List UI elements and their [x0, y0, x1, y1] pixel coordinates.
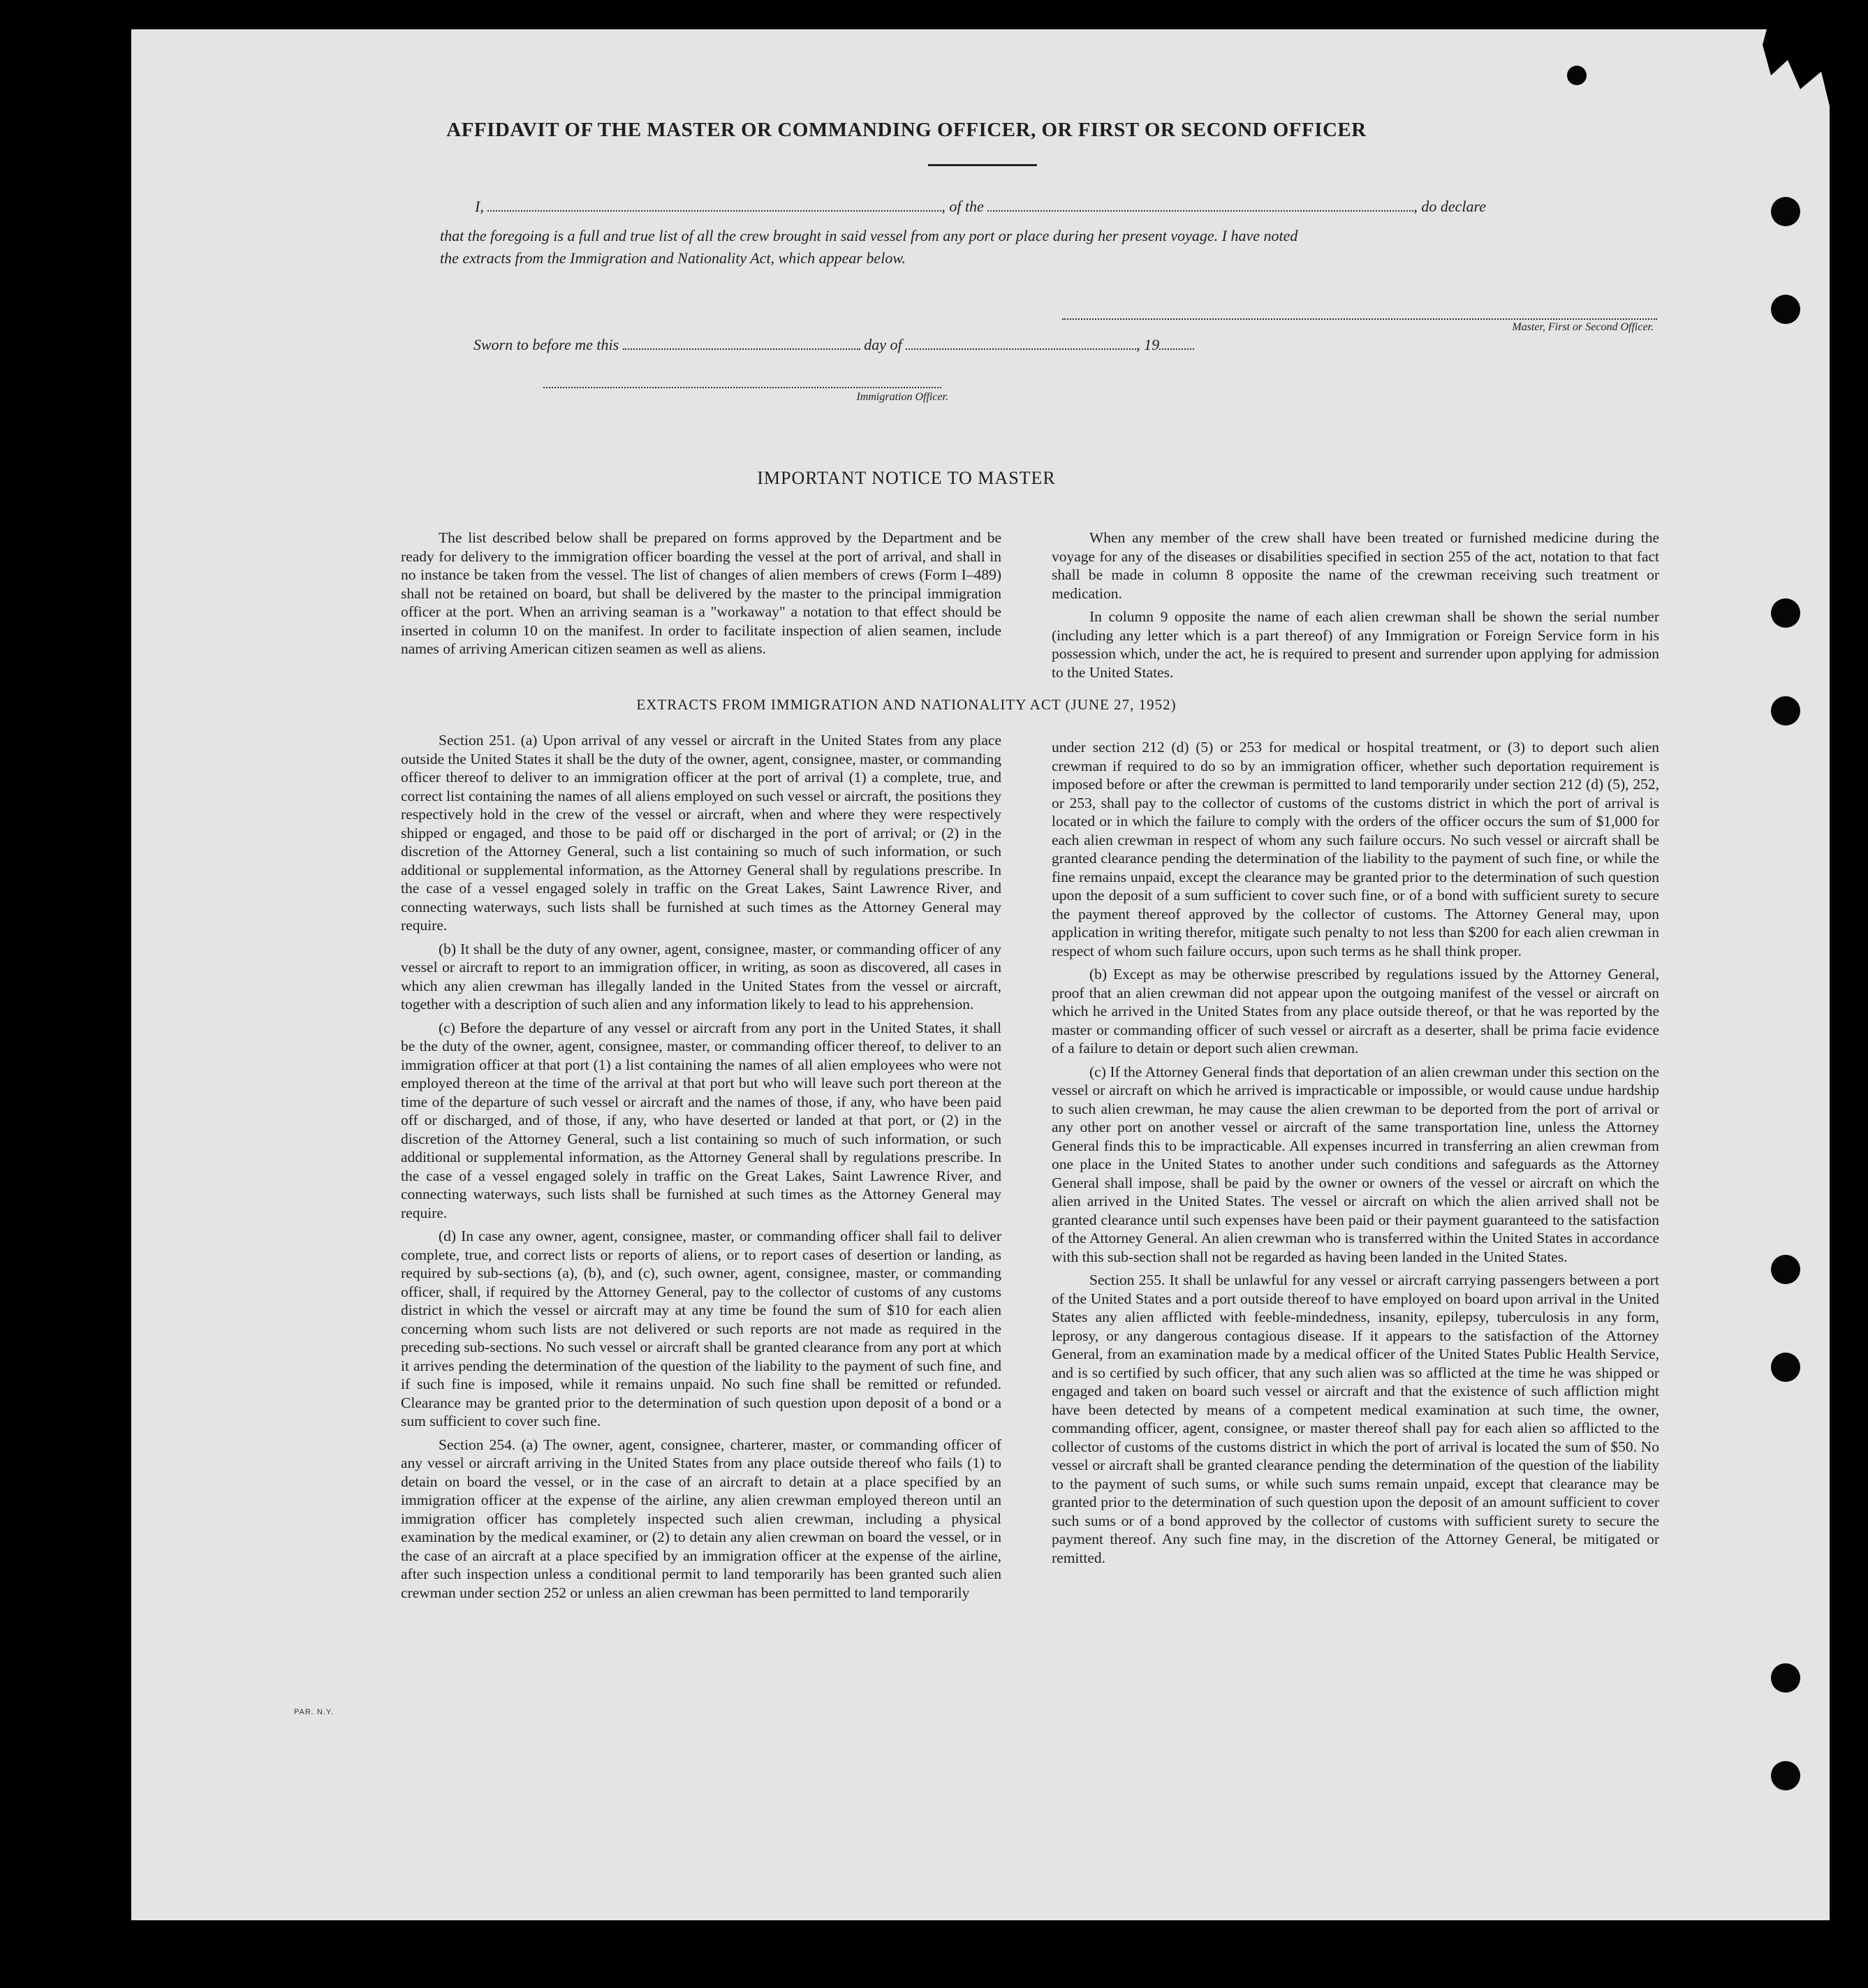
extract-paragraph: (d) In case any owner, agent, consignee, master, or commanding officer shall fail to deliver complete, true, and correct lists or reports of aliens, or to report cases of desertion or landing, as required by sub-sections (a), (b), and (c), such owner, agent, consignee, master, or commanding officer, shall, if required by the Attorney General, pay to the collector of customs of any customs district in which the vessel or aircraft may at any time be found the sum of $10 for each alien concerning whom such lists are not delivered or such reports are not made as required in the preceding sub-sections. No such vessel or aircraft shall be granted clearance from any port at which it arrives pending the determination of the question of the liability to the payment of such fine, and if such fine is imposed, while it remains unpaid. No such fine shall be remitted or refunded. Clearance may be granted prior to the determination of such question upon deposit of a bond or a sum sufficient to cover such fine.: [401, 1228, 1001, 1429]
notice-paragraph: The list described below shall be prepared on forms approved by the Department and be ready for delivery to the immigration officer boarding the vessel at the port of arrival, and shall in no instance be taken from the vessel. The list of changes of alien members of crews (Form I–489) shall not be retained on board, but shall be delivered by the master to the principal immigration officer at the port. When an arriving seaman is a "workaway" a notation to that effect should be inserted in column 10 on the manifest. In order to facilitate inspection of alien seamen, include names of arriving American citizen seamen as well as aliens.: [401, 529, 1001, 657]
form-page: [131, 29, 1830, 1920]
extract-paragraph: Section 251. (a) Upon arrival of any vessel or aircraft in the United States from any place outside the United States it shall be the duty of the owner, agent, consignee, master, or commanding officer thereof to deliver to an immigration officer at the port of arrival (1) a complete, true, and correct list containing the names of all aliens employed on such vessel or aircraft, the positions they respectively hold in the crew of the vessel or aircraft, when and where they were respectively shipped or engaged, and those to be paid off or discharged in the port of arrival; or (2) in the discretion of the Attorney General, such a list containing so much of such information, or such additional or supplemental information, as the Attorney General shall by regulations prescribe. In the case of a vessel engaged solely in traffic on the Great Lakes, Saint Lawrence River, and connecting waterways, such lists shall be furnished at such times as the Attorney General may require.: [401, 732, 1001, 934]
master-signature-line[interactable]: [1062, 317, 1657, 320]
sworn-day-field[interactable]: [623, 347, 860, 350]
officer-caption: Immigration Officer.: [856, 391, 948, 403]
extract-paragraph: (b) Except as may be otherwise prescribed by regulations issued by the Attorney General, proof that an alien crewman did not appear upon the outgoing manifest of the vessel or aircraft on which he arrived in the United States from any place outside thereof, or that he was reported by the master or commanding officer of such vessel or aircraft as a deserter, shall be prima facie evidence of a failure to detain or deport such alien crewman.: [1052, 966, 1659, 1056]
binder-hole: [1771, 1255, 1800, 1284]
extract-paragraph: (c) Before the departure of any vessel or aircraft from any port in the United States, it shall be the duty of the owner, agent, consignee, master, or commanding officer thereof, to deliver to an immigration officer at that port (1) a list containing the names of all alien employees who were not employed thereon at the time of the arrival at that port but who will leave such port thereon at the time of the departure of such vessel or aircraft and the names of those, if any, who have been paid off or discharged, and of those, if any, who have deserted or landed at that port, or (2) in the discretion of the Attorney General, such a list containing so much of such information, or such additional or supplemental information, as the Attorney General shall by regulations prescribe. In the case of a vessel engaged solely in traffic on the Great Lakes, Saint Lawrence River, and connecting waterways, such lists shall be furnished at such times as the Attorney General may require.: [401, 1019, 1001, 1221]
notice-paragraph: In column 9 opposite the name of each alien crewman shall be shown the serial number (including any letter which is a part thereof) of any Immigration or Foreign Service form in his possession which, under the act, he is required to present and surrender upon applying for admission to the United States.: [1052, 608, 1659, 681]
name-field[interactable]: [487, 209, 941, 212]
sworn-line: Sworn to before me this day of , 19: [473, 335, 1451, 355]
extract-paragraph: Section 255. It shall be unlawful for any vessel or aircraft carrying passengers between a port of the United States and a port outside thereof to have employed on board upon arrival in the United States any alien afflicted with feeble-mindedness, insanity, epilepsy, tuberculosis in any form, leprosy, or any dangerous contagious disease. If it appears to the satisfaction of the Attorney General, from an examination made by a medical officer of the United States Public Health Service, and is so certified by such officer, that any such alien was so afflicted at the time he was shipped or engaged and taken on board such vessel or aircraft and that the existence of such affliction might have been detected by means of a competent medical examination at such time, the owner, commanding officer, agent, consignee, or master thereof shall pay for each alien so afflicted to the collector of customs of the customs district in which the port of arrival is located the sum of $50. No vessel or aircraft shall be granted clearance pending the determination of the question of the liability to the payment of such sums, or while such sums remain unpaid, except that clearance may be granted prior to the determination of such question upon the deposit of an amount sufficient to cover such sums or of a bond approved by the collector of customs with sufficient surety to secure the payment thereof. Any such fine may, in the discretion of the Attorney General, be mitigated or remitted.: [1052, 1272, 1659, 1566]
printer-mark: PAR. N.Y.: [294, 1708, 334, 1716]
binder-hole: [1771, 1353, 1800, 1382]
declaration-line-2: that the foregoing is a full and true list of all the crew brought in said vessel from any port or place during her present voyage. I have noted: [440, 227, 1298, 244]
notice-right-column: [1052, 529, 1659, 686]
affidavit-title: AFFIDAVIT OF THE MASTER OR COMMANDING OFFICER, OR FIRST OR SECOND OFFICER: [446, 119, 1367, 141]
officer-signature-line[interactable]: [543, 385, 941, 388]
sworn-year-field[interactable]: [1159, 347, 1194, 350]
extracts-left-column: [401, 731, 1001, 1607]
sworn-month-field[interactable]: [906, 347, 1136, 350]
master-caption: Master, First or Second Officer.: [1512, 321, 1654, 333]
declaration-line-1: I, , of the , do declare: [475, 198, 1486, 215]
binder-hole: [1567, 66, 1587, 85]
binder-hole: [1771, 1663, 1800, 1693]
notice-paragraph: When any member of the crew shall have been treated or furnished medicine during the voyage for any of the diseases or disabilities specified in section 255 of the act, notation to that fact shall be made in column 8 opposite the name of the crewman receiving such treatment or medication.: [1052, 529, 1659, 602]
notice-left-column: [401, 529, 1001, 663]
binder-hole: [1771, 197, 1800, 226]
extracts-right-column: [1052, 738, 1659, 1572]
extract-paragraph: (b) It shall be the duty of any owner, agent, consignee, master, or commanding officer of any vessel or aircraft to report to an immigration officer, in writing, as soon as discovered, all cases in which any alien crewman has illegally landed in the United States from the vessel or aircraft, together with a description of such alien and any information likely to lead to his apprehension.: [401, 940, 1001, 1013]
vessel-field[interactable]: [987, 209, 1413, 212]
notice-heading: IMPORTANT NOTICE TO MASTER: [757, 468, 1056, 488]
binder-hole: [1771, 696, 1800, 726]
torn-corner: [1620, 29, 1830, 106]
binder-hole: [1771, 295, 1800, 324]
extracts-heading: EXTRACTS FROM IMMIGRATION AND NATIONALITY ACT (JUNE 27, 1952): [636, 696, 1177, 713]
extract-paragraph: under section 212 (d) (5) or 253 for medical or hospital treatment, or (3) to deport such alien crewman if required to do so by an immigration officer, whether such deportation requirement is imposed before or after the crewman is permitted to land temporarily under section 212 (d) (5), 252, or 253, shall pay to the collector of customs of the customs district in which the port of arrival is located or in which the failure to comply with the orders of the officer occurs the sum of $1,000 for each alien crewman in respect of whom any such failure occurs. No such vessel or aircraft shall be granted clearance pending the determination of the liability to the payment of such fine, or while the fine remains unpaid, except the clearance may be granted prior to the determination of such question upon the deposit of a sum sufficient to cover such fine, or of a bond with sufficient surety to secure the payment thereof approved by the collector of customs. The Attorney General may, upon application in writing therefor, mitigate such penalty to not less than $200 for each alien crewman in respect of whom such failure occurs, upon such terms as he shall think proper.: [1052, 739, 1659, 959]
binder-hole: [1771, 1761, 1800, 1790]
extract-paragraph: Section 254. (a) The owner, agent, consignee, charterer, master, or commanding officer of any vessel or aircraft arriving in the United States from any place outside thereof who fails (1) to detain on board the vessel, or in the case of an aircraft to detain at a place specified by an immigration officer at the expense of the airline, any alien crewman employed thereon until an immigration officer has completely inspected such alien crewman, including a physical examination by the medical examiner, or (2) to detain any alien crewman on board the vessel, or in the case of an aircraft at a place specified by an immigration officer at the expense of the airline, after such inspection unless a conditional permit to land temporarily has been granted such alien crewman under section 252 or unless an alien crewman has been permitted to land temporarily: [401, 1436, 1001, 1601]
extract-paragraph: (c) If the Attorney General finds that deportation of an alien crewman under this section on the vessel or aircraft on which he arrived is impracticable or impossible, or would cause undue hardship to such alien crewman, he may cause the alien crewman to be deported from the port of arrival or any other port on another vessel or aircraft of the same transportation line, unless the Attorney General finds this to be impracticable. All expenses incurred in transferring an alien crewman from one place in the United States to another under such conditions and safeguards as the Attorney General shall impose, shall be paid by the owner or owners of the vessel or aircraft on which the alien arrived in the United States. The vessel or aircraft on which the alien arrived shall not be granted clearance until such expenses have been paid or their payment guaranteed to the satisfaction of the Attorney General. An alien crewman who is transferred within the United States in accordance with this sub-section shall not be regarded as having been landed in the United States.: [1052, 1063, 1659, 1265]
binder-hole: [1771, 598, 1800, 628]
title-rule: [928, 164, 1037, 166]
declaration-line-3: the extracts from the Immigration and Nationality Act, which appear below.: [440, 249, 906, 267]
